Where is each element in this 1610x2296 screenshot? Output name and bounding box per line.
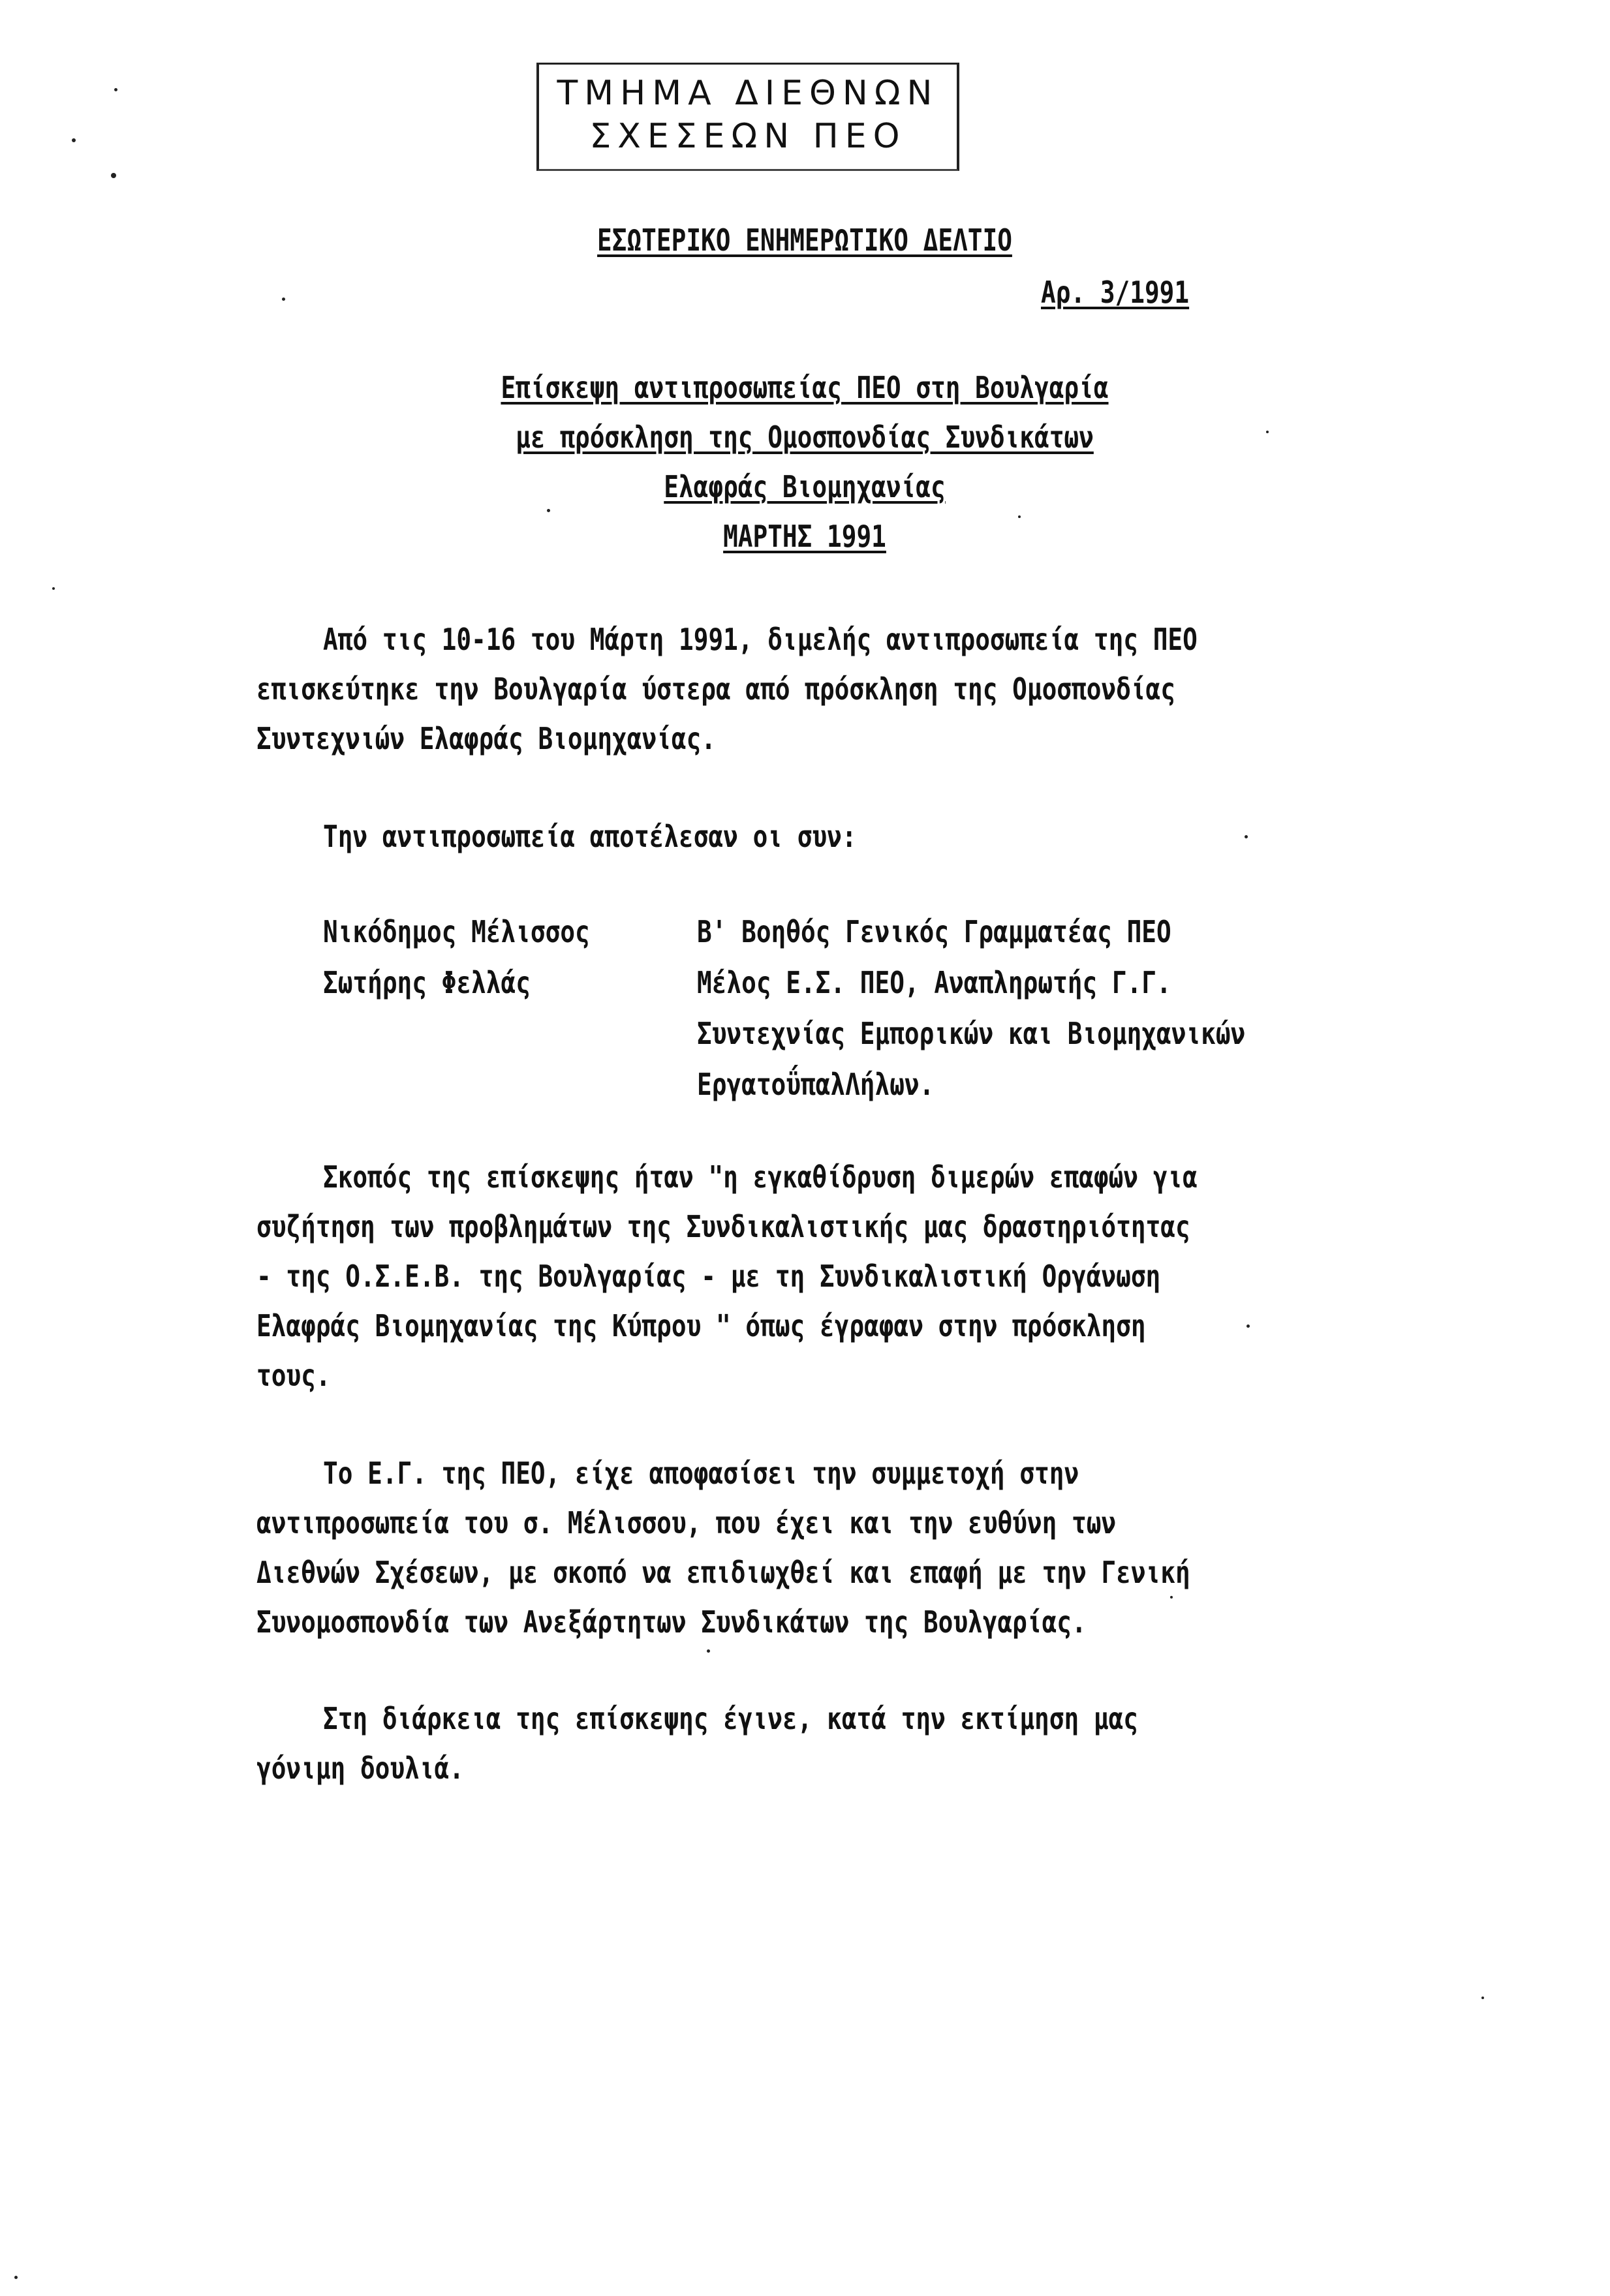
scan-speck (14, 2276, 18, 2279)
scan-speck (1481, 1997, 1484, 1999)
para1-line-3: Συντεχνιών Ελαφράς Βιομηχανίας. (256, 721, 716, 756)
subject-line-2: με πρόσκληση της Ομοσπονδίας Συνδικάτων (516, 420, 1094, 455)
scan-speck (111, 173, 116, 178)
member-name: Σωτήρης Φελλάς (323, 965, 531, 1000)
para3-line-1: Σκοπός της επίσκεψης ήταν "η εγκαθίδρυση διμερών επαφών για (323, 1159, 1198, 1195)
stamp-line-1: ΤΜΗΜΑ ΔΙΕΘΝΩΝ (557, 74, 939, 113)
para5-line-1: Στη διάρκεια της επίσκεψης έγινε, κατά την εκτίμηση μας (323, 1701, 1139, 1736)
member-name: Νικόδημος Μέλισσος (323, 914, 590, 949)
scan-speck (1266, 431, 1269, 433)
scan-speck (707, 1649, 710, 1653)
para4-line-4: Συνομοσπονδία των Ανεξάρτητων Συνδικάτων της Βουλγαρίας. (256, 1604, 1087, 1640)
para4-line-1: Το Ε.Γ. της ΠΕΟ, είχε αποφασίσει την συμμετοχή στην (323, 1456, 1079, 1491)
para3-line-4: Ελαφράς Βιομηχανίας της Κύπρου " όπως έγραφαν στην πρόσκληση (256, 1308, 1146, 1343)
member-role: Συντεχνίας Εμπορικών και Βιομηχανικών (697, 1016, 1246, 1051)
stamp-line-2: ΣΧΕΣΕΩΝ ΠΕΟ (589, 117, 906, 156)
member-role: ΕργατοΰπαλΛήλων. (697, 1067, 935, 1102)
scan-speck (282, 298, 285, 301)
bulletin-number: Αρ. 3/1991 (1041, 275, 1190, 310)
subject-line-3: Ελαφράς Βιομηχανίας (664, 469, 946, 504)
scan-speck (547, 509, 550, 512)
subject-line-1: Επίσκεψη αντιπροσωπείας ΠΕΟ στη Βουλγαρία (501, 370, 1109, 405)
scan-speck (1245, 835, 1248, 838)
para5-line-2: γόνιμη δουλιά. (256, 1751, 464, 1786)
member-role: Μέλος Ε.Σ. ΠΕΟ, Αναπληρωτής Γ.Γ. (697, 965, 1171, 1000)
para4-line-2: αντιπροσωπεία του σ. Μέλισσου, που έχει και την ευθύνη των (256, 1505, 1117, 1540)
member-role: Β' Βοηθός Γενικός Γραμματέας ΠΕΟ (697, 914, 1171, 949)
scan-speck (114, 88, 117, 91)
para2-line-1: Την αντιπροσωπεία αποτέλεσαν οι συν: (323, 819, 857, 854)
scan-speck (52, 587, 55, 590)
scan-speck (1246, 1324, 1250, 1328)
scan-speck (72, 138, 76, 142)
subject-line-4: ΜΑΡΤΗΣ 1991 (723, 519, 886, 554)
para4-line-3: Διεθνών Σχέσεων, με σκοπό να επιδιωχθεί και επαφή με την Γενική (256, 1555, 1190, 1590)
para3-line-5: τους. (256, 1358, 331, 1393)
scan-speck (1018, 515, 1021, 518)
scan-speck (1170, 1596, 1173, 1599)
para3-line-2: συζήτηση των προβλημάτων της Συνδικαλιστικής μας δραστηριότητας (256, 1209, 1190, 1244)
bulletin-title: ΕΣΩΤΕΡΙΚΟ ΕΝΗΜΕΡΩΤΙΚΟ ΔΕΛΤΙΟ (597, 222, 1012, 258)
para3-line-3: - της Ο.Σ.Ε.Β. της Βουλγαρίας - με τη Συνδικαλιστική Οργάνωση (256, 1259, 1161, 1294)
para1-line-2: επισκεύτηκε την Βουλγαρία ύστερα από πρόσκληση της Ομοσπονδίας (256, 671, 1175, 707)
para1-line-1: Από τις 10-16 του Μάρτη 1991, διμελής αντιπροσωπεία της ΠΕΟ (323, 622, 1198, 657)
department-stamp (536, 63, 959, 171)
